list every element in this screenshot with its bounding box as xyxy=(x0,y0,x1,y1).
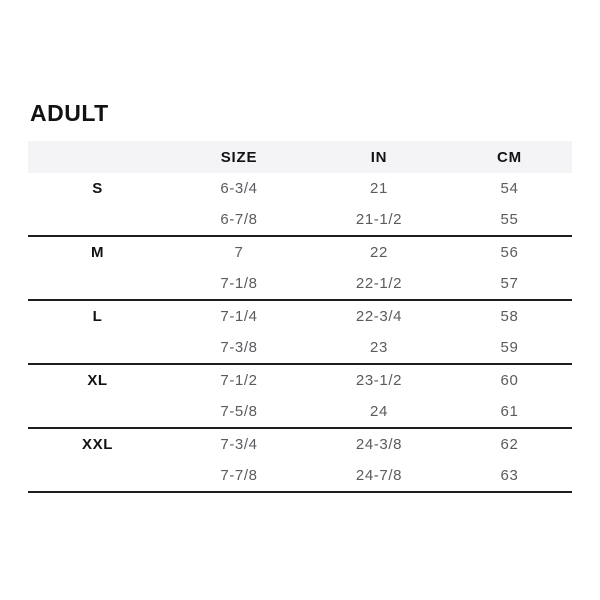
cm-value: 55 xyxy=(447,204,572,236)
size-group-label: M xyxy=(90,244,105,261)
size-value: 7-1/8 xyxy=(167,268,311,300)
cm-value: 62 xyxy=(500,436,519,453)
header-row xyxy=(28,141,572,173)
table-row xyxy=(28,204,572,236)
inches-value: 24 xyxy=(311,396,447,428)
size-group-label xyxy=(28,268,167,300)
table-row xyxy=(28,173,572,204)
cm-value: 56 xyxy=(500,244,519,261)
cm-value: 57 xyxy=(447,268,572,300)
cm-value: 61 xyxy=(447,396,572,428)
table-row xyxy=(28,460,572,492)
inches-value: 24-7/8 xyxy=(311,460,447,492)
size-group-label xyxy=(28,396,167,428)
size-value: 7-3/8 xyxy=(167,332,311,364)
cm-value: 60 xyxy=(500,372,519,389)
size-value: 7-1/2 xyxy=(220,372,258,389)
inches-value: 24-3/8 xyxy=(355,436,403,453)
table-row xyxy=(28,364,572,396)
inches-value: 22-3/4 xyxy=(355,308,403,325)
size-group-label xyxy=(28,204,167,236)
size-group-label: XXL xyxy=(82,436,113,453)
size-chart-section xyxy=(28,100,572,493)
cm-value: 58 xyxy=(500,308,519,325)
header-cell-cm: CM xyxy=(447,141,572,173)
size-chart-table xyxy=(28,141,572,493)
size-value: 6-7/8 xyxy=(167,204,311,236)
table-row xyxy=(28,236,572,268)
size-value: 7 xyxy=(234,244,244,261)
header-cell-label xyxy=(28,141,167,173)
size-group-label: XL xyxy=(87,372,108,389)
table-row xyxy=(28,268,572,300)
table-header xyxy=(28,141,572,173)
size-chart-body xyxy=(28,173,572,492)
cm-value: 54 xyxy=(500,180,519,197)
table-row xyxy=(28,396,572,428)
inches-value: 22 xyxy=(370,244,388,261)
table-row xyxy=(28,300,572,332)
size-group-label xyxy=(28,332,167,364)
table-row xyxy=(28,332,572,364)
size-value: 7-5/8 xyxy=(167,396,311,428)
inches-value: 21 xyxy=(370,180,388,197)
header-cell-in: IN xyxy=(311,141,447,173)
cm-value: 63 xyxy=(447,460,572,492)
size-group-label: L xyxy=(92,308,103,325)
cm-value: 59 xyxy=(447,332,572,364)
size-group-label: S xyxy=(92,180,103,197)
size-value: 7-7/8 xyxy=(167,460,311,492)
page-title: ADULT xyxy=(30,100,109,126)
inches-value: 21-1/2 xyxy=(311,204,447,236)
table-row xyxy=(28,428,572,460)
size-value: 7-1/4 xyxy=(220,308,258,325)
size-value: 7-3/4 xyxy=(220,436,258,453)
inches-value: 22-1/2 xyxy=(311,268,447,300)
size-value: 6-3/4 xyxy=(220,180,258,197)
inches-value: 23-1/2 xyxy=(355,372,403,389)
inches-value: 23 xyxy=(311,332,447,364)
size-group-label xyxy=(28,460,167,492)
header-cell-size: SIZE xyxy=(167,141,311,173)
